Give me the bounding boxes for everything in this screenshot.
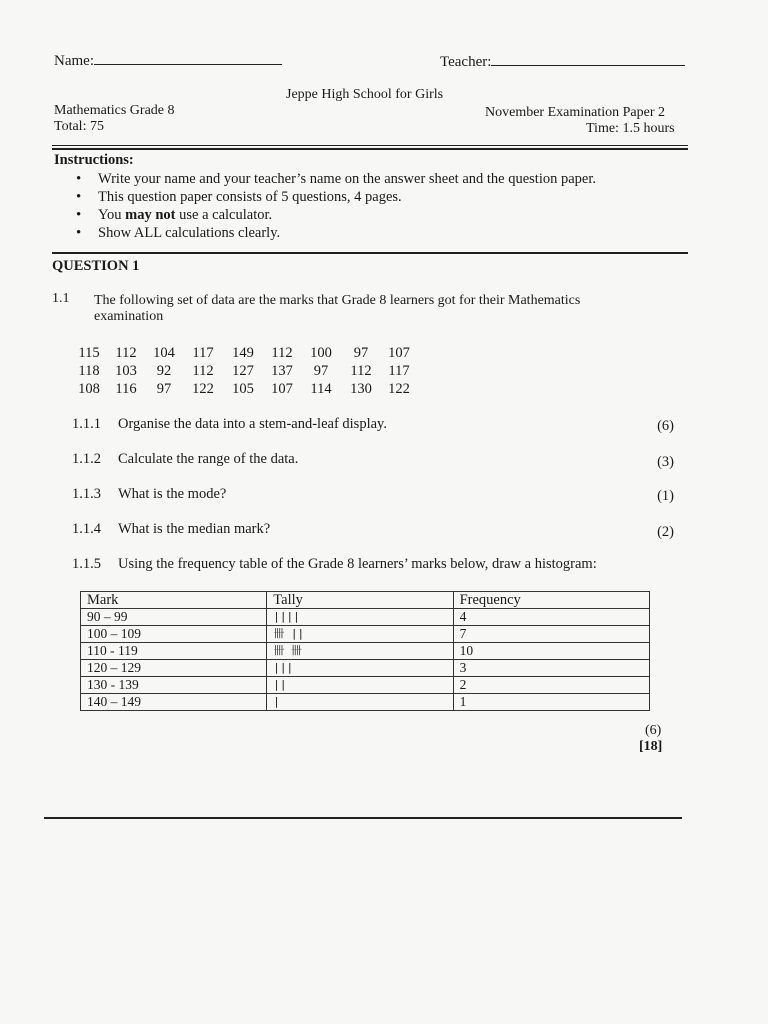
table-header: Frequency <box>453 592 649 609</box>
subquestion-text: Using the frequency table of the Grade 8 learners’ marks below, draw a histogram: <box>118 556 597 572</box>
table-row <box>81 677 650 694</box>
subquestion-marks: (3) <box>657 454 674 470</box>
instructions-divider <box>52 252 688 254</box>
data-value: 115 <box>78 345 100 361</box>
data-value: 112 <box>115 345 137 361</box>
exam-title: November Examination Paper 2 <box>485 105 666 120</box>
subquestion-text: What is the mode? <box>118 486 227 502</box>
tally-cell: 卌 卌 <box>267 643 453 660</box>
name-label: Name: <box>54 53 94 69</box>
mark-cell: 100 – 109 <box>81 626 267 643</box>
tally-cell: |||| <box>267 609 453 626</box>
data-row <box>72 381 416 398</box>
table-header: Mark <box>81 592 267 609</box>
subquestion-number: 1.1.5 <box>72 556 101 572</box>
mark-cell: 140 – 149 <box>81 694 267 711</box>
table-header-row <box>81 592 650 609</box>
table-row <box>81 643 650 660</box>
data-value: 100 <box>310 345 332 361</box>
data-value: 127 <box>232 363 254 379</box>
school-name: Jeppe High School for Girls <box>286 87 444 102</box>
question-total-marks: [18] <box>639 739 663 754</box>
data-value: 97 <box>313 363 329 379</box>
data-value: 149 <box>232 345 254 361</box>
tally-cell: | <box>267 694 453 711</box>
total-marks: Total: 75 <box>54 119 104 134</box>
tally-cell: || <box>267 677 453 694</box>
data-value: 116 <box>115 381 137 397</box>
subquestion-number: 1.1.1 <box>72 416 101 432</box>
header-divider-thick <box>52 148 688 150</box>
instruction-item: • Write your name and your teacher’s name on the answer sheet and the question paper. <box>76 170 596 188</box>
table-header: Tally <box>267 592 453 609</box>
data-value: 112 <box>271 345 293 361</box>
name-field <box>54 52 282 70</box>
subquestion-text: What is the median mark? <box>118 521 271 537</box>
data-value: 103 <box>115 363 137 379</box>
data-row <box>72 345 416 362</box>
instruction-item: • You may not use a calculator. <box>76 206 596 224</box>
data-row <box>72 363 416 380</box>
subquestion-marks: (1) <box>657 488 674 504</box>
table-row <box>81 626 650 643</box>
frequency-table <box>80 591 650 711</box>
instructions-title: Instructions: <box>54 152 134 168</box>
data-value: 112 <box>350 363 372 379</box>
data-value: 137 <box>271 363 293 379</box>
data-value: 122 <box>192 381 214 397</box>
question-title: QUESTION 1 <box>52 258 140 274</box>
subquestion-text: Organise the data into a stem-and-leaf display. <box>118 416 387 432</box>
subject-title: Mathematics Grade 8 <box>54 103 175 118</box>
subquestion <box>72 451 298 468</box>
mark-cell: 120 – 129 <box>81 660 267 677</box>
frequency-cell: 2 <box>453 677 649 694</box>
exam-time: Time: 1.5 hours <box>586 121 675 136</box>
teacher-label: Teacher: <box>440 54 492 70</box>
data-value: 117 <box>388 363 410 379</box>
teacher-blank-line <box>491 53 685 66</box>
name-blank-line <box>94 52 282 65</box>
question-intro-line1: The following set of data are the marks that Grade 8 learners got for their Mathematics <box>94 293 581 308</box>
table-row <box>81 694 650 711</box>
tally-cell: 卌 || <box>267 626 453 643</box>
data-value: 97 <box>353 345 369 361</box>
table-row <box>81 609 650 626</box>
data-value: 97 <box>156 381 172 397</box>
data-value: 107 <box>388 345 410 361</box>
frequency-cell: 1 <box>453 694 649 711</box>
mark-cell: 110 - 119 <box>81 643 267 660</box>
data-value: 122 <box>388 381 410 397</box>
mark-cell: 90 – 99 <box>81 609 267 626</box>
mark-cell: 130 - 139 <box>81 677 267 694</box>
subquestion-text: Calculate the range of the data. <box>118 451 299 467</box>
subquestion-marks: (6) <box>657 418 674 434</box>
instruction-item: • This question paper consists of 5 questions, 4 pages. <box>76 188 596 206</box>
subquestion-number: 1.1.2 <box>72 451 101 467</box>
question-number: 1.1 <box>52 291 70 306</box>
subquestion <box>72 521 270 538</box>
table-marks: (6) <box>645 723 662 738</box>
question-intro-line2: examination <box>94 309 164 324</box>
data-value: 118 <box>78 363 100 379</box>
frequency-cell: 7 <box>453 626 649 643</box>
header-divider-thin <box>52 145 688 146</box>
data-value: 92 <box>156 363 172 379</box>
frequency-cell: 3 <box>453 660 649 677</box>
table-row <box>81 660 650 677</box>
subquestion <box>72 416 387 433</box>
subquestion-number: 1.1.3 <box>72 486 101 502</box>
data-value: 112 <box>192 363 214 379</box>
instruction-item: • Show ALL calculations clearly. <box>76 224 596 242</box>
data-value: 108 <box>78 381 100 397</box>
data-value: 104 <box>153 345 175 361</box>
tally-cell: ||| <box>267 660 453 677</box>
subquestion-number: 1.1.4 <box>72 521 101 537</box>
data-value: 117 <box>192 345 214 361</box>
footer-divider <box>44 817 682 819</box>
data-value: 114 <box>310 381 332 397</box>
data-value: 105 <box>232 381 254 397</box>
instructions-list <box>76 170 596 242</box>
emphasis-text: may not <box>125 207 176 223</box>
subquestion <box>72 486 226 503</box>
data-value: 107 <box>271 381 293 397</box>
data-value: 130 <box>350 381 372 397</box>
frequency-cell: 10 <box>453 643 649 660</box>
subquestion-marks: (2) <box>657 524 674 540</box>
teacher-field <box>440 53 685 71</box>
subquestion <box>72 556 597 573</box>
frequency-cell: 4 <box>453 609 649 626</box>
